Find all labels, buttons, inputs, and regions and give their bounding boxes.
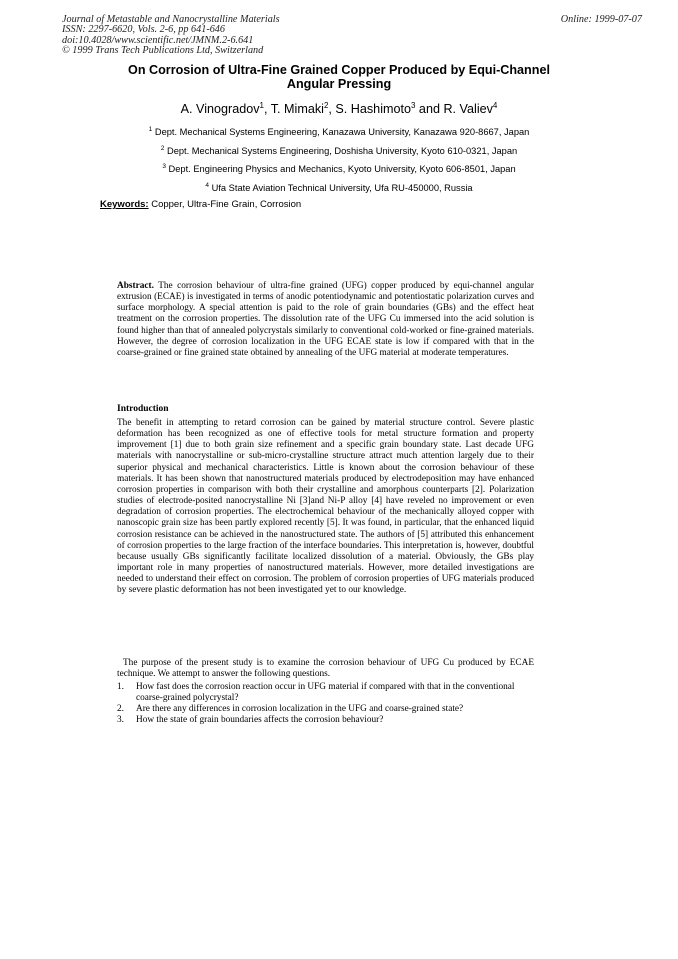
author-affiliation-mark: 3	[410, 101, 416, 110]
journal-name: Journal of Metastable and Nanocrystalline Materials	[62, 14, 280, 25]
introduction-paragraph: The benefit in attempting to retard corrosion can be gained by material structure control. Severe plastic deformation has been recognized as one of effective tools for metal structure formation and property improvement [1] due to both grain size refinement and a specific grain boundary state. Last decade UFG materials with nanocrystalline or sub-micro-crystalline structure attract much attention largely due to their superior physical and mechanical characteristics. Little is known about the corrosion behaviour of these materials. It has been shown that nanostructured materials produced by electrodeposition may have enhanced corrosion properties in comparison with both their crystalline and amorphous counterparts [2]. Polarization studies of electrode-posited nanocrystalline Ni [3]and Ni-P alloy [4] have reveled no improvement or even degradation of corrosion properties. The electrochemical behaviour of the mechanically alloyed copper with nanoscopic grain size has been partly explored recently [5]. It was found, in particular, that the enhanced liquid corrosion resistance can be achieved in the nanostructured state. The authors of [5] attributed this enhancement of corrosion properties to the large fraction of the interface boundaries. This interpretation is, however, doubtful because usually GBs significantly facilitate localized dissolution of a material. Obviously, the GBs play important role in many properties of nanostructured materials. However, more detailed investigations are needed to understand their effect on corrosion. The problem of corrosion properties of UFG materials produced by severe plastic deformation has not been investigated yet to our knowledge.	[117, 418, 534, 596]
keywords-label: Keywords:	[100, 199, 149, 210]
abstract-paragraph	[117, 281, 534, 359]
affiliation-mark: 1	[148, 126, 153, 133]
list-item	[117, 682, 537, 704]
keywords-text: Copper, Ultra-Fine Grain, Corrosion	[148, 199, 302, 210]
abstract-label: Abstract.	[117, 281, 154, 291]
journal-doi: doi:10.4028/www.scientific.net/JMNM.2-6.641	[62, 34, 254, 46]
affiliation-text: Dept. Mechanical Systems Engineering, Kanazawa University, Kanazawa 920-8667, Japan	[154, 127, 530, 137]
affiliation	[0, 179, 678, 198]
purpose-paragraph: The purpose of the present study is to examine the corrosion behaviour of UFG Cu produced by ECAE technique. We attempt to answer the following questions.	[117, 658, 534, 680]
list-item-text: How fast does the corrosion reaction occur in UFG material if compared with that in the conventional coarse-grained polycrystal?	[136, 682, 515, 704]
author-name: R. Valiev	[443, 102, 493, 116]
author-affiliation-mark: 2	[323, 101, 329, 110]
affiliation-list	[0, 123, 678, 197]
paper-title-line2: Angular Pressing	[286, 77, 392, 91]
affiliation-mark: 2	[160, 144, 165, 152]
author-name: S. Hashimoto	[335, 102, 411, 116]
author-separator: ,	[328, 102, 336, 116]
journal-header	[62, 15, 280, 57]
list-item-text: Are there any differences in corrosion localization in the UFG and coarse-grained state?	[136, 704, 464, 715]
journal-issn: ISSN: 2297-6620, Vols. 2-6, pp 641-646	[62, 24, 225, 36]
author-name: A. Vinogradov	[180, 102, 260, 116]
section-heading-introduction: Introduction	[117, 404, 169, 414]
keywords	[100, 199, 301, 211]
author-list	[0, 101, 678, 117]
online-date: Online: 1999-07-07	[560, 14, 642, 25]
list-item-number: 3.	[117, 715, 124, 726]
author-name: T. Mimaki	[270, 102, 324, 116]
abstract-text: The corrosion behaviour of ultra-fine grained (UFG) copper produced by equi-channel angular extrusion (ECAE) is investigated in terms of anodic potentiodynamic and potentiostatic polarization curves and surface morphology. A special attention is paid to the role of grain boundaries (GBs) and the effect heat treatment on the corrosion properties. The dissolution rate of the UFG Cu immersed into the acid solution is found higher than that of annealed polycrystals similarly to conventional cold-worked or fine-grained materials. However, the degree of corrosion localization in the UFG ECAE state is low if compared with that in the coarse-grained or fine grained state obtained by annealing of the UFG material at moderate temperatures.	[117, 281, 534, 358]
author-separator: ,	[263, 102, 271, 116]
affiliation-text: Ufa State Aviation Technical University, Ufa RU-450000, Russia	[211, 182, 473, 193]
affiliation	[0, 160, 678, 179]
journal-copyright: © 1999 Trans Tech Publications Ltd, Switzerland	[62, 45, 264, 57]
paper-title-line1: On Corrosion of Ultra-Fine Grained Copper Produced by Equi-Channel	[128, 63, 550, 77]
affiliation-text: Dept. Mechanical Systems Engineering, Doshisha University, Kyoto 610-0321, Japan	[167, 145, 518, 156]
author-separator: and	[415, 102, 444, 116]
list-item-number: 1.	[117, 682, 124, 692]
list-item-text: How the state of grain boundaries affects the corrosion behaviour?	[136, 715, 384, 726]
list-item	[117, 715, 537, 726]
paper-title	[60, 63, 618, 91]
author-affiliation-mark: 4	[492, 101, 498, 110]
list-item	[117, 704, 537, 715]
affiliation-mark: 4	[205, 181, 210, 189]
affiliation	[0, 142, 678, 161]
affiliation-text: Dept. Engineering Physics and Mechanics, Kyoto University, Kyoto 606-8501, Japan	[168, 164, 516, 175]
author-affiliation-mark: 1	[259, 101, 264, 110]
list-item-number: 2.	[117, 704, 124, 715]
question-list	[117, 682, 537, 727]
affiliation-mark: 3	[162, 163, 166, 171]
affiliation	[0, 123, 678, 142]
